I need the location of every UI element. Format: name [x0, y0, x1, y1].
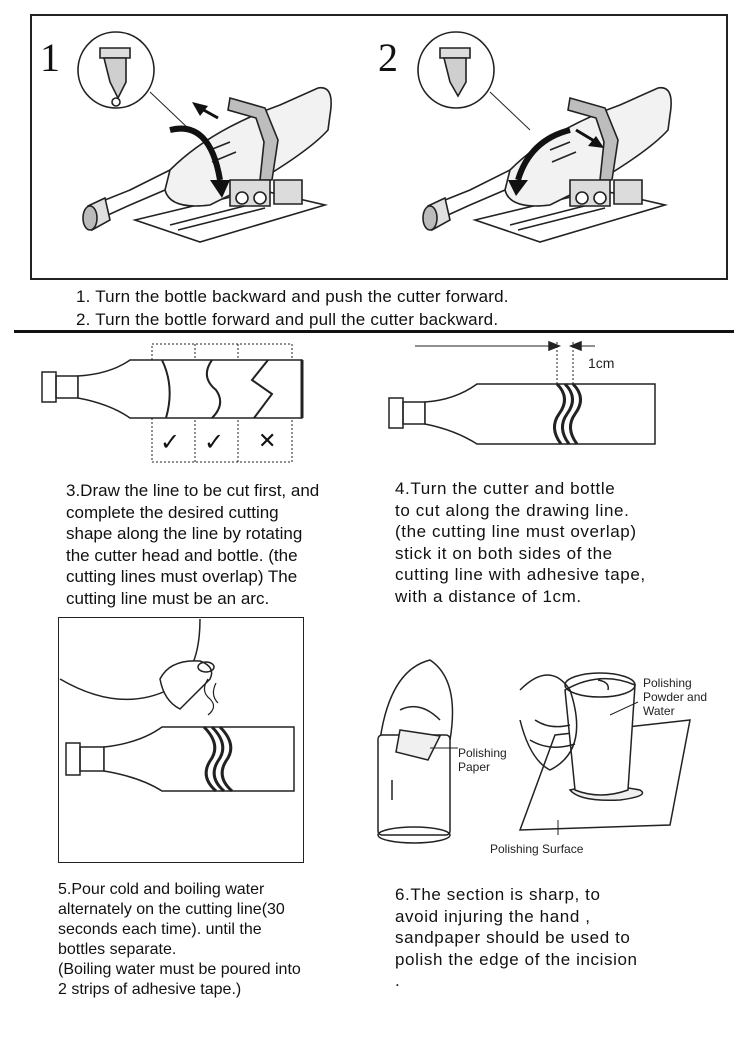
check-icon: ✓ [160, 429, 181, 456]
polishing-powder-label-line: Water [643, 704, 675, 718]
step3-line: shape along the line by rotating [66, 524, 303, 543]
step3-line: 3.Draw the line to be cut first, and [66, 481, 320, 500]
step3-line: complete the desired cutting [66, 502, 279, 522]
step5-line: 2 strips of adhesive tape.) [58, 981, 242, 998]
step4-line: to cut along the drawing line. [395, 500, 630, 520]
step4-line: 4.Turn the cutter and bottle [395, 479, 616, 498]
step4-line: cutting line with adhesive tape, [395, 565, 646, 584]
polishing-powder-label-line: Powder and [643, 690, 708, 704]
cutter-illustration-1 [60, 30, 360, 270]
cross-icon: ✕ [258, 428, 277, 453]
step3-line: cutting line must be an arc. [66, 588, 270, 608]
step6-polishing-illustration [370, 640, 700, 860]
step6-line: sandpaper should be used to [395, 928, 631, 947]
polishing-powder-label [643, 676, 707, 718]
step4-bottle-illustration [385, 336, 660, 456]
step4-line: with a distance of 1cm. [395, 586, 582, 606]
distance-label: 1cm [588, 355, 615, 371]
step4-line: stick it on both sides of the [395, 543, 613, 563]
step5-pouring-illustration [60, 619, 302, 861]
polishing-paper-label [458, 746, 507, 774]
step5-line: 5.Pour cold and boiling water [58, 881, 265, 898]
top-caption-line2: 2. Turn the bottle forward and pull the cutter backward. [76, 310, 499, 329]
step4-line: (the cutting line must overlap) [395, 522, 637, 541]
polishing-paper-label-line: Polishing [458, 746, 507, 760]
step5-instructions [58, 880, 301, 1000]
step5-line: bottles separate. [58, 941, 177, 958]
step5-line: alternately on the cutting line(30 [58, 901, 285, 918]
step6-line: avoid injuring the hand , [395, 906, 591, 926]
polishing-paper-label-line: Paper [458, 760, 491, 774]
step6-line: polish the edge of the incision [395, 949, 638, 969]
polishing-powder-label-line: Polishing [643, 676, 692, 690]
top-caption-line1: 1. Turn the bottle backward and push the cutter forward. [76, 287, 509, 306]
step3-instructions [66, 480, 319, 609]
step6-instructions [395, 884, 638, 992]
step6-line: . [395, 971, 401, 990]
step6-line: 6.The section is sharp, to [395, 885, 601, 904]
polishing-surface-label: Polishing Surface [490, 842, 584, 856]
step2-number: 2 [378, 35, 398, 80]
step3-line: cutting lines must overlap) The [66, 567, 298, 586]
step3-line: the cutter head and bottle. (the [66, 545, 298, 565]
step5-line: (Boiling water must be poured into [58, 961, 301, 978]
cutter-illustration-2 [400, 30, 700, 270]
step5-line: seconds each time). until the [58, 921, 262, 938]
check-icon: ✓ [204, 429, 225, 456]
section-divider [14, 330, 734, 333]
step4-instructions [395, 478, 646, 607]
step1-number: 1 [40, 35, 60, 80]
